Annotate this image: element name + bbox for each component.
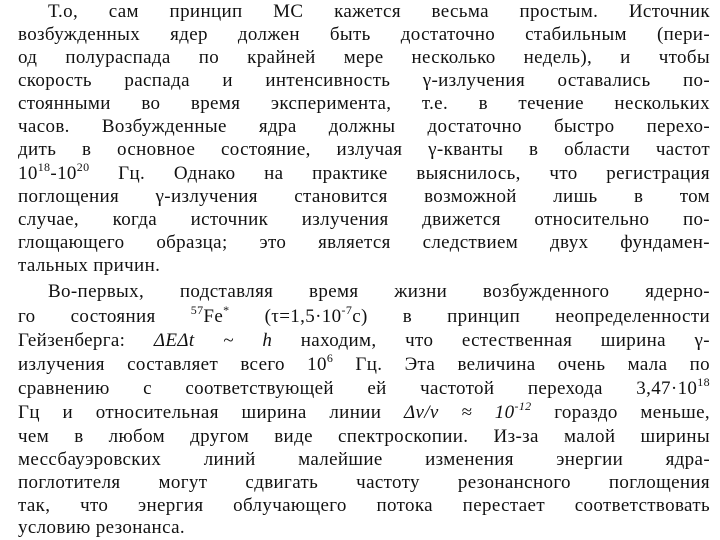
freq-exp-1: 18 (37, 159, 51, 174)
paragraph-2-line-8: мессбауэровских линий малейшие изменения энергии ядра- (18, 449, 710, 470)
paragraph-2-line-5 (18, 374, 710, 400)
paragraph-1-line-1: Т.о, сам принцип МС кажется весьма простым. Источник (48, 1, 710, 22)
paragraph-2-line-10: так, что энергия облучающего потока перестает соответствовать (18, 495, 710, 516)
paragraph-1-line-3: од полураспада по крайней мере несколько недель), и чтобы (18, 47, 710, 68)
l6-post: гораздо меньше, (531, 402, 710, 423)
paragraph-2-line-4 (18, 350, 710, 376)
paragraph-1-line-8 (18, 159, 710, 185)
uncertainty-formula: ΔEΔt ~ h (153, 330, 273, 351)
l6-pre: Гц и относительная ширина линии (18, 402, 404, 423)
paragraph-2-line-3 (18, 330, 710, 352)
paragraph-2-line-1: Во-первых, подставляя время жизни возбужденного ядерно- (48, 281, 710, 302)
tau-value: (τ=1,5·10 (229, 306, 342, 327)
paragraph-1-line-12: тальных причин. (18, 255, 161, 276)
paragraph-1-line-11: глощающего образца; это является следствием двух фундамен- (18, 232, 710, 253)
excited-star: * (223, 302, 230, 317)
paragraph-1-line-7: дить в основное состояние, излучая γ-кванты в области частот (18, 139, 710, 160)
paragraph-1-line-2: возбужденных ядер должен быть достаточно стабильным (пери- (18, 24, 710, 45)
l5-exp: 18 (697, 374, 710, 389)
l3-pre: Гейзенберга: (18, 330, 154, 351)
freq-rest: Гц. Однако на практике выяснилось, что регистрация (89, 163, 710, 184)
isotope-mass: 57 (190, 302, 204, 317)
paragraph-2-line-7: чем в любом другом виде спектроскопии. Из-за малой ширины (18, 426, 710, 447)
paragraph-2-line-6 (18, 398, 710, 424)
l4-post: Гц. Эта величина очень мала по (333, 354, 710, 375)
freq-exp-2: 20 (76, 159, 90, 174)
l3-post: находим, что естественная ширина γ- (272, 330, 710, 351)
relative-width-formula: Δν/ν ≈ 10 (403, 402, 515, 423)
l5-pre: сравнению с соответствующей ей частотой перехода 3,47·10 (18, 378, 698, 399)
formula-exp: -12 (514, 398, 532, 413)
l2-post: с) в принцип неопределенности (352, 306, 710, 327)
paragraph-2-line-9: поглотителя могут сдвигать частоту резонансного поглощения (18, 472, 710, 493)
freq-dash: -10 (50, 163, 77, 184)
paragraph-1-line-9: поглощения γ-излучения становится возможной лишь в том (18, 186, 710, 207)
l4-pre: излучения составляет всего 10 (18, 354, 327, 375)
tau-exp: -7 (341, 302, 353, 317)
paragraph-2-line-2 (18, 302, 710, 328)
freq-base-1: 10 (18, 163, 38, 184)
paragraph-2-line-11: условию резонанса. (18, 517, 185, 538)
l4-exp: 6 (326, 350, 334, 365)
paragraph-1-line-10: случае, когда источник излучения движется относительно по- (18, 209, 710, 230)
element-symbol: Fe (203, 306, 224, 327)
paragraph-1-line-6: часов. Возбужденные ядра должны достаточно быстро перехо- (18, 116, 710, 137)
l2-pre: го состояния (18, 306, 191, 327)
paragraph-1-line-4: скорость распада и интенсивность γ-излучения оставались по- (18, 70, 710, 91)
paragraph-1-line-5: стоянными во время эксперимента, т.е. в течение нескольких (18, 93, 710, 114)
